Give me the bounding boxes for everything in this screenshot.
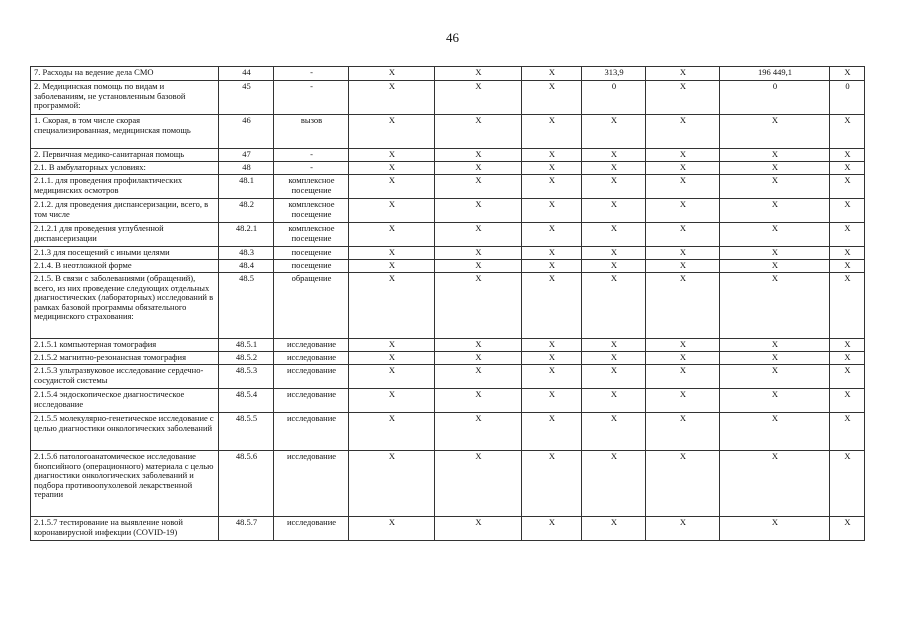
value-cell: X: [720, 389, 830, 413]
row-label-cell: 2.1.3 для посещений с иными целями: [31, 247, 219, 260]
value-cell: X: [720, 162, 830, 175]
value-cell: X: [435, 149, 522, 162]
value-cell: X: [582, 162, 646, 175]
row-label-cell: 7. Расходы на ведение дела СМО: [31, 67, 219, 81]
unit-cell: исследование: [274, 339, 349, 352]
value-cell: X: [720, 199, 830, 223]
row-code-cell: 48.5.4: [219, 389, 274, 413]
value-cell: X: [646, 451, 720, 517]
value-cell: X: [522, 389, 582, 413]
value-cell: X: [522, 67, 582, 81]
value-cell: X: [830, 115, 865, 149]
unit-cell: посещение: [274, 247, 349, 260]
value-cell: X: [349, 67, 435, 81]
table-row: [31, 517, 865, 541]
row-label-cell: 2.1.2.1 для проведения углубленной диспансеризации: [31, 223, 219, 247]
value-cell: X: [646, 223, 720, 247]
table-row: [31, 199, 865, 223]
value-cell: X: [435, 81, 522, 115]
row-code-cell: 48.5: [219, 273, 274, 339]
table-row: [31, 115, 865, 149]
table-row: [31, 451, 865, 517]
value-cell: X: [720, 365, 830, 389]
value-cell: X: [830, 339, 865, 352]
value-cell: X: [830, 162, 865, 175]
value-cell: X: [522, 339, 582, 352]
value-cell: X: [522, 413, 582, 451]
value-cell: X: [582, 260, 646, 273]
value-cell: X: [349, 162, 435, 175]
value-cell: X: [582, 517, 646, 541]
table-row: [31, 273, 865, 339]
value-cell: X: [435, 517, 522, 541]
value-cell: X: [646, 115, 720, 149]
value-cell: X: [349, 273, 435, 339]
value-cell: X: [646, 67, 720, 81]
row-label-cell: 2.1.5.6 патологоанатомическое исследование биопсийного (операционного) материала с целью диагностики онкологических заболеваний и подбора противоопухолевой лекарственной терапии: [31, 451, 219, 517]
unit-cell: -: [274, 149, 349, 162]
data-table: [30, 66, 865, 541]
value-cell: X: [646, 199, 720, 223]
value-cell: X: [582, 451, 646, 517]
row-code-cell: 47: [219, 149, 274, 162]
value-cell: 0: [720, 81, 830, 115]
unit-cell: обращение: [274, 273, 349, 339]
value-cell: X: [435, 67, 522, 81]
value-cell: X: [830, 149, 865, 162]
table-row: [31, 81, 865, 115]
value-cell: X: [435, 339, 522, 352]
value-cell: X: [522, 223, 582, 247]
value-cell: X: [720, 260, 830, 273]
table-row: [31, 247, 865, 260]
value-cell: X: [646, 365, 720, 389]
unit-cell: -: [274, 162, 349, 175]
value-cell: X: [522, 175, 582, 199]
value-cell: X: [582, 223, 646, 247]
page-number: 46: [446, 30, 459, 45]
value-cell: X: [646, 413, 720, 451]
value-cell: X: [582, 149, 646, 162]
row-label-cell: 2.1. В амбулаторных условиях:: [31, 162, 219, 175]
value-cell: X: [646, 352, 720, 365]
value-cell: X: [720, 451, 830, 517]
value-cell: X: [646, 247, 720, 260]
value-cell: X: [349, 199, 435, 223]
value-cell: X: [582, 199, 646, 223]
value-cell: X: [830, 175, 865, 199]
value-cell: X: [582, 175, 646, 199]
value-cell: X: [646, 389, 720, 413]
value-cell: X: [349, 260, 435, 273]
value-cell: X: [435, 451, 522, 517]
value-cell: X: [720, 339, 830, 352]
unit-cell: исследование: [274, 365, 349, 389]
table-row: [31, 365, 865, 389]
value-cell: X: [830, 260, 865, 273]
value-cell: X: [830, 365, 865, 389]
value-cell: X: [830, 199, 865, 223]
value-cell: X: [582, 365, 646, 389]
value-cell: X: [349, 389, 435, 413]
row-code-cell: 48.5.7: [219, 517, 274, 541]
value-cell: X: [522, 162, 582, 175]
value-cell: X: [435, 115, 522, 149]
value-cell: X: [435, 199, 522, 223]
row-code-cell: 48.1: [219, 175, 274, 199]
value-cell: X: [582, 389, 646, 413]
row-label-cell: 2.1.1. для проведения профилактических медицинских осмотров: [31, 175, 219, 199]
value-cell: X: [435, 352, 522, 365]
row-label-cell: 2.1.5.3 ультразвуковое исследование сердечно-сосудистой системы: [31, 365, 219, 389]
row-label-cell: 2.1.5.2 магнитно-резонансная томография: [31, 352, 219, 365]
value-cell: X: [720, 352, 830, 365]
value-cell: X: [646, 339, 720, 352]
row-label-cell: 2.1.5. В связи с заболеваниями (обращений), всего, из них проведение следующих отдельных диагностических (лабораторных) исследований в рамках базовой программы обязательного медицинского страхования:: [31, 273, 219, 339]
unit-cell: комплексное посещение: [274, 199, 349, 223]
row-code-cell: 48.5.3: [219, 365, 274, 389]
value-cell: X: [830, 223, 865, 247]
value-cell: X: [349, 365, 435, 389]
row-code-cell: 48.5.1: [219, 339, 274, 352]
unit-cell: исследование: [274, 389, 349, 413]
unit-cell: исследование: [274, 451, 349, 517]
value-cell: X: [435, 223, 522, 247]
value-cell: 313,9: [582, 67, 646, 81]
unit-cell: исследование: [274, 352, 349, 365]
value-cell: X: [349, 339, 435, 352]
value-cell: X: [349, 175, 435, 199]
value-cell: X: [522, 247, 582, 260]
value-cell: X: [830, 389, 865, 413]
row-code-cell: 45: [219, 81, 274, 115]
value-cell: 0: [830, 81, 865, 115]
value-cell: X: [720, 115, 830, 149]
value-cell: X: [349, 81, 435, 115]
value-cell: X: [720, 517, 830, 541]
row-code-cell: 48.5.5: [219, 413, 274, 451]
row-code-cell: 46: [219, 115, 274, 149]
row-code-cell: 48.5.2: [219, 352, 274, 365]
row-label-cell: 2.1.5.1 компьютерная томография: [31, 339, 219, 352]
value-cell: X: [720, 247, 830, 260]
value-cell: X: [435, 365, 522, 389]
value-cell: X: [830, 67, 865, 81]
value-cell: X: [349, 413, 435, 451]
row-code-cell: 48: [219, 162, 274, 175]
row-label-cell: 2.1.5.7 тестирование на выявление новой коронавирусной инфекции (COVID-19): [31, 517, 219, 541]
value-cell: X: [435, 247, 522, 260]
value-cell: X: [582, 273, 646, 339]
unit-cell: исследование: [274, 413, 349, 451]
table-row: [31, 339, 865, 352]
unit-cell: комплексное посещение: [274, 223, 349, 247]
row-label-cell: 2. Медицинская помощь по видам и заболеваниям, не установленным базовой программой:: [31, 81, 219, 115]
unit-cell: исследование: [274, 517, 349, 541]
value-cell: X: [646, 149, 720, 162]
value-cell: X: [435, 175, 522, 199]
value-cell: X: [522, 115, 582, 149]
unit-cell: -: [274, 67, 349, 81]
value-cell: X: [349, 352, 435, 365]
row-label-cell: 2.1.5.5 молекулярно-генетическое исследование с целью диагностики онкологических заболеваний: [31, 413, 219, 451]
unit-cell: комплексное посещение: [274, 175, 349, 199]
value-cell: X: [720, 413, 830, 451]
value-cell: X: [349, 223, 435, 247]
value-cell: X: [646, 175, 720, 199]
value-cell: 0: [582, 81, 646, 115]
value-cell: X: [522, 365, 582, 389]
value-cell: X: [349, 247, 435, 260]
row-label-cell: 2. Первичная медико-санитарная помощь: [31, 149, 219, 162]
unit-cell: посещение: [274, 260, 349, 273]
value-cell: X: [646, 162, 720, 175]
value-cell: X: [349, 115, 435, 149]
row-label-cell: 2.1.2. для проведения диспансеризации, всего, в том числе: [31, 199, 219, 223]
row-code-cell: 48.4: [219, 260, 274, 273]
value-cell: X: [582, 247, 646, 260]
table-row: [31, 352, 865, 365]
value-cell: X: [522, 149, 582, 162]
value-cell: X: [349, 517, 435, 541]
value-cell: X: [582, 413, 646, 451]
table-row: [31, 260, 865, 273]
row-code-cell: 44: [219, 67, 274, 81]
value-cell: X: [522, 517, 582, 541]
value-cell: X: [522, 352, 582, 365]
value-cell: X: [720, 175, 830, 199]
table-row: [31, 162, 865, 175]
row-code-cell: 48.2: [219, 199, 274, 223]
value-cell: X: [720, 273, 830, 339]
value-cell: X: [349, 451, 435, 517]
value-cell: X: [349, 149, 435, 162]
value-cell: X: [522, 451, 582, 517]
value-cell: X: [830, 352, 865, 365]
value-cell: X: [646, 517, 720, 541]
row-label-cell: 2.1.5.4 эндоскопическое диагностическое исследование: [31, 389, 219, 413]
value-cell: X: [435, 260, 522, 273]
table-row: [31, 223, 865, 247]
row-code-cell: 48.3: [219, 247, 274, 260]
value-cell: X: [646, 260, 720, 273]
value-cell: X: [435, 413, 522, 451]
value-cell: X: [435, 162, 522, 175]
value-cell: X: [522, 199, 582, 223]
table-row: [31, 67, 865, 81]
value-cell: X: [582, 339, 646, 352]
value-cell: X: [522, 273, 582, 339]
table-row: [31, 413, 865, 451]
value-cell: X: [582, 115, 646, 149]
value-cell: X: [720, 149, 830, 162]
value-cell: X: [522, 260, 582, 273]
value-cell: X: [830, 273, 865, 339]
table-row: [31, 149, 865, 162]
unit-cell: -: [274, 81, 349, 115]
row-label-cell: 1. Скорая, в том числе скорая специализированная, медицинская помощь: [31, 115, 219, 149]
value-cell: X: [830, 517, 865, 541]
value-cell: X: [720, 223, 830, 247]
value-cell: X: [522, 81, 582, 115]
value-cell: X: [646, 81, 720, 115]
value-cell: X: [582, 352, 646, 365]
row-code-cell: 48.2.1: [219, 223, 274, 247]
table-row: [31, 389, 865, 413]
unit-cell: вызов: [274, 115, 349, 149]
value-cell: X: [646, 273, 720, 339]
row-code-cell: 48.5.6: [219, 451, 274, 517]
table-row: [31, 175, 865, 199]
value-cell: 196 449,1: [720, 67, 830, 81]
value-cell: X: [830, 413, 865, 451]
row-label-cell: 2.1.4. В неотложной форме: [31, 260, 219, 273]
value-cell: X: [830, 451, 865, 517]
value-cell: X: [435, 389, 522, 413]
value-cell: X: [435, 273, 522, 339]
value-cell: X: [830, 247, 865, 260]
